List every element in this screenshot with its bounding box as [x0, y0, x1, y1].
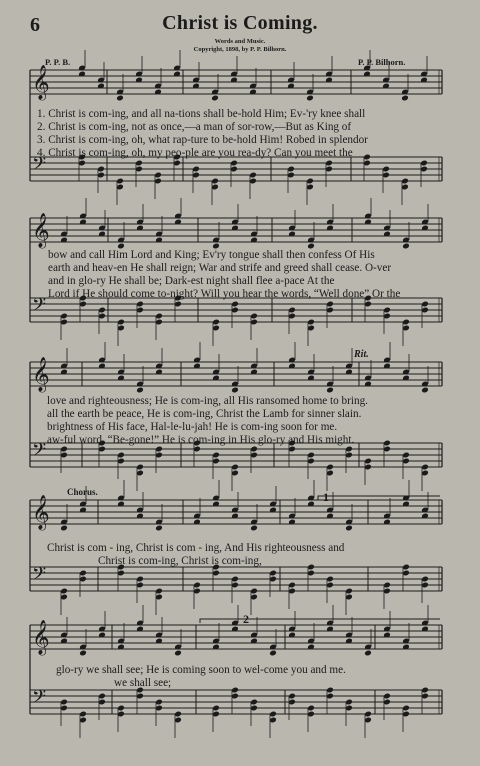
- first-ending-mark: 1: [323, 490, 329, 504]
- credit-line-2: Copyright, 1898, by P. P. Bilhorn.: [193, 46, 287, 53]
- chorus-line-b: glo-ry we shall see; He is coming soon to wel-come you and me.: [56, 664, 346, 676]
- verse-2-line-a: 2. Christ is com-ing, not as once,—a man of sor-row,—But as King of: [37, 121, 352, 133]
- treble-clef-icon: 𝄞: [32, 357, 50, 392]
- notehead: [421, 387, 429, 394]
- second-ending-mark: 2: [243, 612, 249, 626]
- lyricist: P. P. B.: [45, 57, 71, 67]
- bass-clef-icon: 𝄢: [32, 687, 47, 712]
- verse-2-line-b: earth and heav-en He shall reign; War and strife and greed shall cease. O-ver: [48, 262, 392, 274]
- composer: P. P. Bilhorn.: [358, 57, 406, 67]
- verse-1-line-b: bow and call Him Lord and King; Ev'ry tongue shall then confess Of His: [48, 249, 375, 261]
- treble-clef-icon: 𝄞: [32, 65, 50, 100]
- notehead: [136, 387, 144, 394]
- chorus-label: Chorus.: [67, 487, 98, 497]
- verse-1-line-a: 1. Christ is com-ing, and all na-tions shall be-hold Him; Ev-'ry knee shall: [37, 108, 366, 120]
- hymn-title: Christ is Coming.: [162, 12, 318, 34]
- chorus-line-a: Christ is com - ing, Christ is com - ing, And His righteousness and: [47, 542, 345, 554]
- treble-clef-icon: 𝄞: [32, 495, 50, 530]
- verse-3-line-b: and in glo-ry He shall be; Dark-est night shall flee a-pace At the: [48, 275, 335, 287]
- notehead: [155, 525, 163, 532]
- notehead: [269, 650, 277, 657]
- ritardando-marking: Rit.: [354, 349, 369, 360]
- bass-clef-icon: 𝄢: [32, 154, 47, 179]
- notehead: [401, 95, 409, 102]
- verse-2-line-c: all the earth be peace, He is com-ing, Christ the Lamb for sinner slain.: [47, 408, 362, 420]
- verse-4-line-a: 4. Christ is com-ing, oh, my peo-ple are you rea-dy? Can you meet the: [37, 147, 353, 159]
- verse-3-line-a: 3. Christ is com-ing, oh, what rap-ture to be-hold Him! Robed in splendor: [37, 134, 368, 146]
- notehead: [345, 525, 353, 532]
- notehead: [326, 387, 334, 394]
- treble-clef-icon: 𝄞: [32, 213, 50, 248]
- bass-clef-icon: 𝄢: [32, 440, 47, 465]
- treble-clef-icon: 𝄞: [32, 620, 50, 655]
- notehead: [211, 95, 219, 102]
- verse-4-line-b: Lord if He should come to-night? Will you hear the words, “Well done” Or the: [48, 288, 401, 300]
- page-number: 6: [30, 14, 40, 36]
- notehead: [174, 650, 182, 657]
- notehead: [364, 650, 372, 657]
- chorus-bass-line-b: we shall see;: [114, 677, 172, 689]
- verse-4-line-c: aw-ful word, “Be-gone!” He is com-ing in His glo-ry and His might.: [47, 434, 355, 446]
- notehead: [231, 387, 239, 394]
- credit-line-1: Words and Music.: [214, 38, 266, 45]
- verse-3-line-c: brightness of His face, Hal-le-lu-jah! He is com-ing soon for me.: [47, 421, 338, 433]
- notehead: [60, 525, 68, 532]
- chorus-bass-line-a: Christ is com-ing, Christ is com-ing,: [98, 555, 262, 567]
- notehead: [250, 525, 258, 532]
- notehead: [402, 243, 410, 250]
- verse-1-line-c: love and righteousness; He is com-ing, all His ransomed home to bring.: [47, 395, 368, 407]
- notehead: [79, 650, 87, 657]
- notehead: [116, 95, 124, 102]
- notehead: [306, 95, 314, 102]
- bass-clef-icon: 𝄢: [32, 564, 47, 589]
- first-ending-bracket: [318, 496, 440, 500]
- bass-clef-icon: 𝄢: [32, 295, 47, 320]
